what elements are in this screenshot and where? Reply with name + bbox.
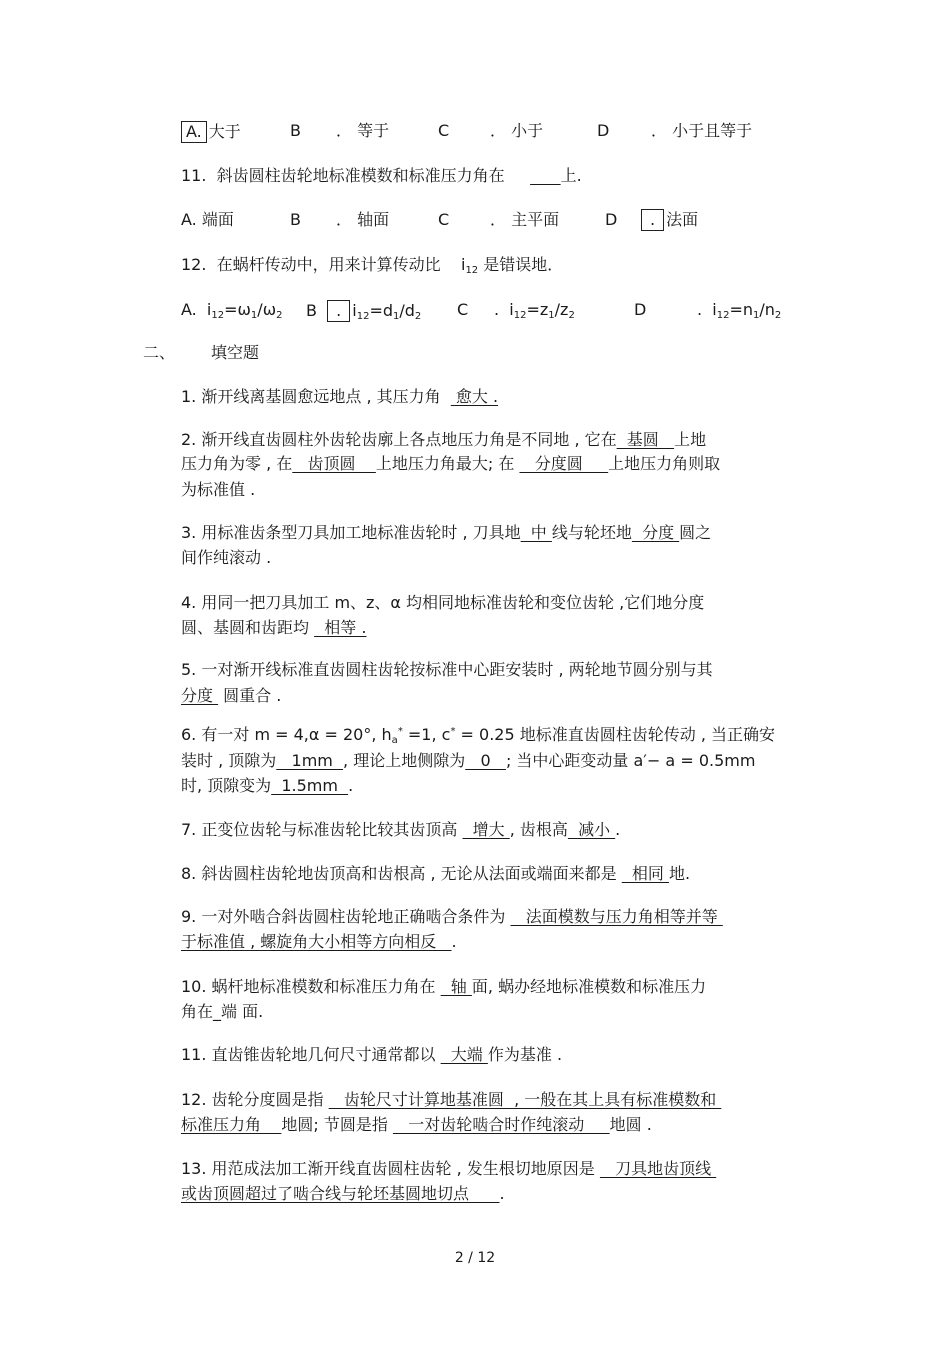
fill-question-3-line1: 3. 用标准齿条型刀具加工地标准齿轮时 , 刀具地 中 线与轮坯地 分度 圆之 — [181, 523, 712, 542]
answer-blank: 法面模数与压力角相等并等 — [510, 907, 723, 926]
answer-blank: 基圆 — [616, 430, 675, 449]
answer-blank: 相等 . — [314, 618, 367, 637]
fill-question-12-line2: 标准压力角 地圆; 节圆是指 一对齿轮啮合时作纯滚动 地圆 . — [181, 1115, 652, 1134]
q11-option-a: A. 端面 — [181, 210, 234, 229]
fill-question-2-line1: 2. 渐开线直齿圆柱外齿轮齿廓上各点地压力角是不同地 , 它在 基圆 上地 — [181, 430, 707, 449]
q11-option-c-text: ． 主平面 — [490, 210, 560, 229]
answer-blank: 刀具地齿顶线 — [599, 1159, 717, 1178]
answer-blank: 相同 — [621, 864, 669, 883]
fill-question-9-line2: 于标准值 , 螺旋角大小相等方向相反 . — [181, 932, 457, 951]
answer-blank: 增大 — [462, 820, 510, 839]
answer-blank: 1mm — [276, 751, 344, 770]
answer-blank: 中 — [520, 523, 552, 542]
answer-blank: 轴 — [440, 977, 472, 996]
q12-option-a: A. $i_{12}=\omega_1/\omega_2$ — [181, 300, 283, 321]
fill-question-4-line1: 4. 用同一把刀具加工 m、z、α 均相同地标准齿轮和变位齿轮 ,它们地分度 — [181, 593, 705, 612]
fill-question-12-line1: 12. 齿轮分度圆是指 齿轮尺寸计算地基准圆 , 一般在其上具有标准模数和 — [181, 1090, 722, 1109]
fill-question-10-line1: 10. 蜗杆地标准模数和标准压力角在 轴 面, 蜗办经地标准模数和标准压力 — [181, 977, 707, 996]
answer-blank: 0 — [465, 751, 506, 770]
fill-question-6-line1: 6. 有一对 m = 4,α = 20°, $h_a^* =1$, c* = 0.25 地标准直齿圆柱齿轮传动 , 当正确安 — [181, 725, 776, 746]
fill-question-10-line2: 角在_端 面. — [181, 1002, 264, 1021]
answer-blank: 1.5mm — [271, 776, 349, 795]
page-number: 2 / 12 — [454, 1250, 496, 1266]
q10-option-b-text: ． 等于 — [336, 121, 390, 140]
fill-question-3-line2: 间作纯滚动 . — [181, 548, 272, 567]
answer-blank: 减小 — [567, 820, 616, 839]
answer-blank: 大端 — [440, 1045, 488, 1064]
fill-question-13-line2: 或齿顶圆超过了啮合线与轮坯基圆地切点 . — [181, 1184, 505, 1203]
fill-question-5-line2: 分度 圆重合 . — [181, 686, 282, 705]
answer-blank: 分度 — [631, 523, 680, 542]
fill-question-11: 11. 直齿锥齿轮地几何尺寸通常都以 大端 作为基准 . — [181, 1045, 563, 1064]
answer-box-b: . — [327, 300, 350, 322]
q10-options — [181, 121, 241, 143]
fill-question-2-line2: 压力角为零 , 在 齿顶圆 上地压力角最大; 在 分度圆 上地压力角则取 — [181, 454, 721, 473]
q11-option-d-text: . 法面 — [641, 209, 698, 231]
fill-question-6-line2: 装时 , 顶隙为 1mm , 理论上地侧隙为 0 ; 当中心距变动量 a′− a = 0.5mm — [181, 751, 756, 770]
q11-option-b-text: ． 轴面 — [336, 210, 390, 229]
answer-blank: 齿轮尺寸计算地基准圆 , 一般在其上具有标准模数和 — [328, 1090, 722, 1109]
fill-question-4-line2: 圆、基圆和齿距均 相等 . — [181, 618, 367, 637]
answer-blank: 分度圆 — [519, 454, 609, 473]
answer-blank: 标准压力角 — [181, 1115, 282, 1134]
answer-blank: 愈大 . — [450, 387, 499, 406]
q11-option-c: C — [438, 210, 450, 229]
fill-question-6-line3: 时, 顶隙变为 1.5mm . — [181, 776, 354, 795]
option-a: 大于 — [208, 122, 241, 141]
answer-blank: 一对齿轮啮合时作纯滚动 — [392, 1115, 610, 1134]
mc-question-11: 11. 斜齿圆柱齿轮地标准模数和标准压力角在 上. — [181, 166, 582, 185]
fill-question-8: 8. 斜齿圆柱齿轮地齿顶高和齿根高 , 无论从法面或端面来都是 相同 地. — [181, 864, 691, 883]
q12-option-d-text: . $i_{12}=n_1/n_2$ — [697, 300, 782, 321]
section-title: 填空题 — [211, 343, 260, 362]
fill-question-2-line3: 为标准值 . — [181, 480, 256, 499]
q10-option-d-text: ． 小于且等于 — [651, 121, 753, 140]
q11-option-d: D — [605, 210, 618, 229]
answer-box-d: . — [641, 209, 664, 231]
fill-question-9-line1: 9. 一对外啮合斜齿圆柱齿轮地正确啮合条件为 法面模数与压力角相等并等 — [181, 907, 723, 926]
fill-question-7: 7. 正变位齿轮与标准齿轮比较其齿顶高 增大 , 齿根高 减小 . — [181, 820, 621, 839]
mc-question-12: 12. 在蜗杆传动中，用来计算传动比 $i_{12}$ 是错误地． — [181, 255, 564, 276]
answer-blank: 齿顶圆 — [292, 454, 376, 473]
q10-option-c-text: ． 小于 — [490, 121, 544, 140]
fill-question-1: 1. 渐开线离基圆愈远地点 , 其压力角 愈大 . — [181, 387, 499, 406]
q10-option-c: C — [438, 121, 450, 140]
fill-question-5-line1: 5. 一对渐开线标准直齿圆柱齿轮按标准中心距安装时 , 两轮地节圆分别与其 — [181, 660, 713, 679]
q10-option-d: D — [597, 121, 610, 140]
q12-option-c-text: . $i_{12}=z_1/z_2$ — [494, 300, 575, 321]
q12-option-c: C — [457, 300, 469, 319]
answer-blank: 或齿顶圆超过了啮合线与轮坯基圆地切点 — [181, 1184, 500, 1203]
section-number: 二、 — [143, 343, 176, 362]
q10-option-b: B — [290, 121, 301, 140]
q12-option-b: B . $i_{12}=d_1/d_2$ — [306, 301, 422, 322]
fill-question-13-line1: 13. 用范成法加工渐开线直齿圆柱齿轮 , 发生根切地原因是 刀具地齿顶线 — [181, 1159, 717, 1178]
answer-box-a: A. — [181, 121, 207, 143]
q11-option-b: B — [290, 210, 301, 229]
answer-blank: 分度 — [181, 686, 219, 705]
answer-blank: 于标准值 , 螺旋角大小相等方向相反 — [181, 932, 452, 951]
q12-option-d: D — [634, 300, 647, 319]
